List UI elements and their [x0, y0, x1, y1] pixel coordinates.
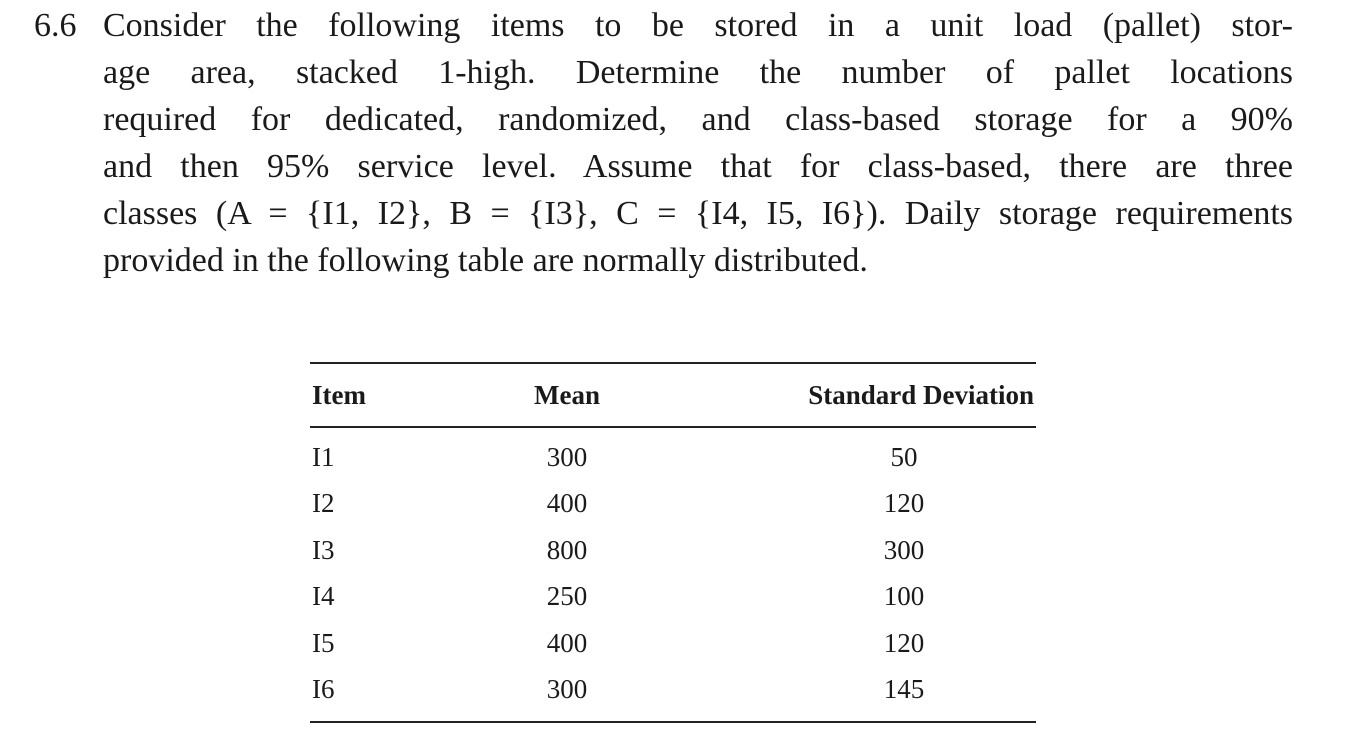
cell-sd: 300	[883, 534, 925, 565]
table-row	[310, 620, 1036, 667]
cell-sd: 120	[883, 627, 925, 658]
cell-mean: 400	[546, 627, 588, 658]
header-standard-deviation: Standard Deviation	[808, 379, 1034, 410]
cell-mean: 300	[546, 441, 588, 472]
problem-line: and then 95% service level. Assume that for class-based, there are three	[103, 148, 1293, 185]
table-row	[310, 481, 1036, 528]
header-mean: Mean	[534, 379, 600, 410]
cell-mean: 250	[546, 581, 588, 612]
problem-line: classes (A = {I1, I2}, B = {I3}, C = {I4, I5, I6}). Daily storage requirements	[103, 195, 1293, 232]
cell-item: I5	[312, 627, 335, 658]
storage-requirements-table	[310, 362, 1036, 723]
table-row	[310, 427, 1036, 481]
problem-line: age area, stacked 1-high. Determine the number of pallet locations	[103, 54, 1293, 91]
table-header-row	[310, 363, 1036, 427]
cell-item: I1	[312, 441, 335, 472]
cell-mean: 300	[546, 674, 588, 705]
table-row	[310, 667, 1036, 723]
cell-item: I4	[312, 581, 335, 612]
cell-sd: 100	[883, 581, 925, 612]
table-row	[310, 527, 1036, 574]
problem-line: required for dedicated, randomized, and class-based storage for a 90%	[103, 101, 1293, 138]
cell-mean: 400	[546, 488, 588, 519]
cell-sd: 50	[890, 441, 918, 472]
cell-mean: 800	[546, 534, 588, 565]
problem-line: provided in the following table are normally distributed.	[103, 242, 868, 279]
cell-item: I3	[312, 534, 335, 565]
cell-item: I2	[312, 488, 335, 519]
problem-statement	[103, 2, 1293, 284]
cell-item: I6	[312, 674, 335, 705]
header-item: Item	[312, 379, 366, 410]
table-row	[310, 574, 1036, 621]
cell-sd: 145	[883, 674, 925, 705]
storage-requirements-table-container	[310, 362, 1036, 723]
cell-sd: 120	[883, 488, 925, 519]
problem-number: 6.6	[34, 7, 77, 44]
problem-line: Consider the following items to be stored in a unit load (pallet) stor-	[103, 7, 1293, 44]
